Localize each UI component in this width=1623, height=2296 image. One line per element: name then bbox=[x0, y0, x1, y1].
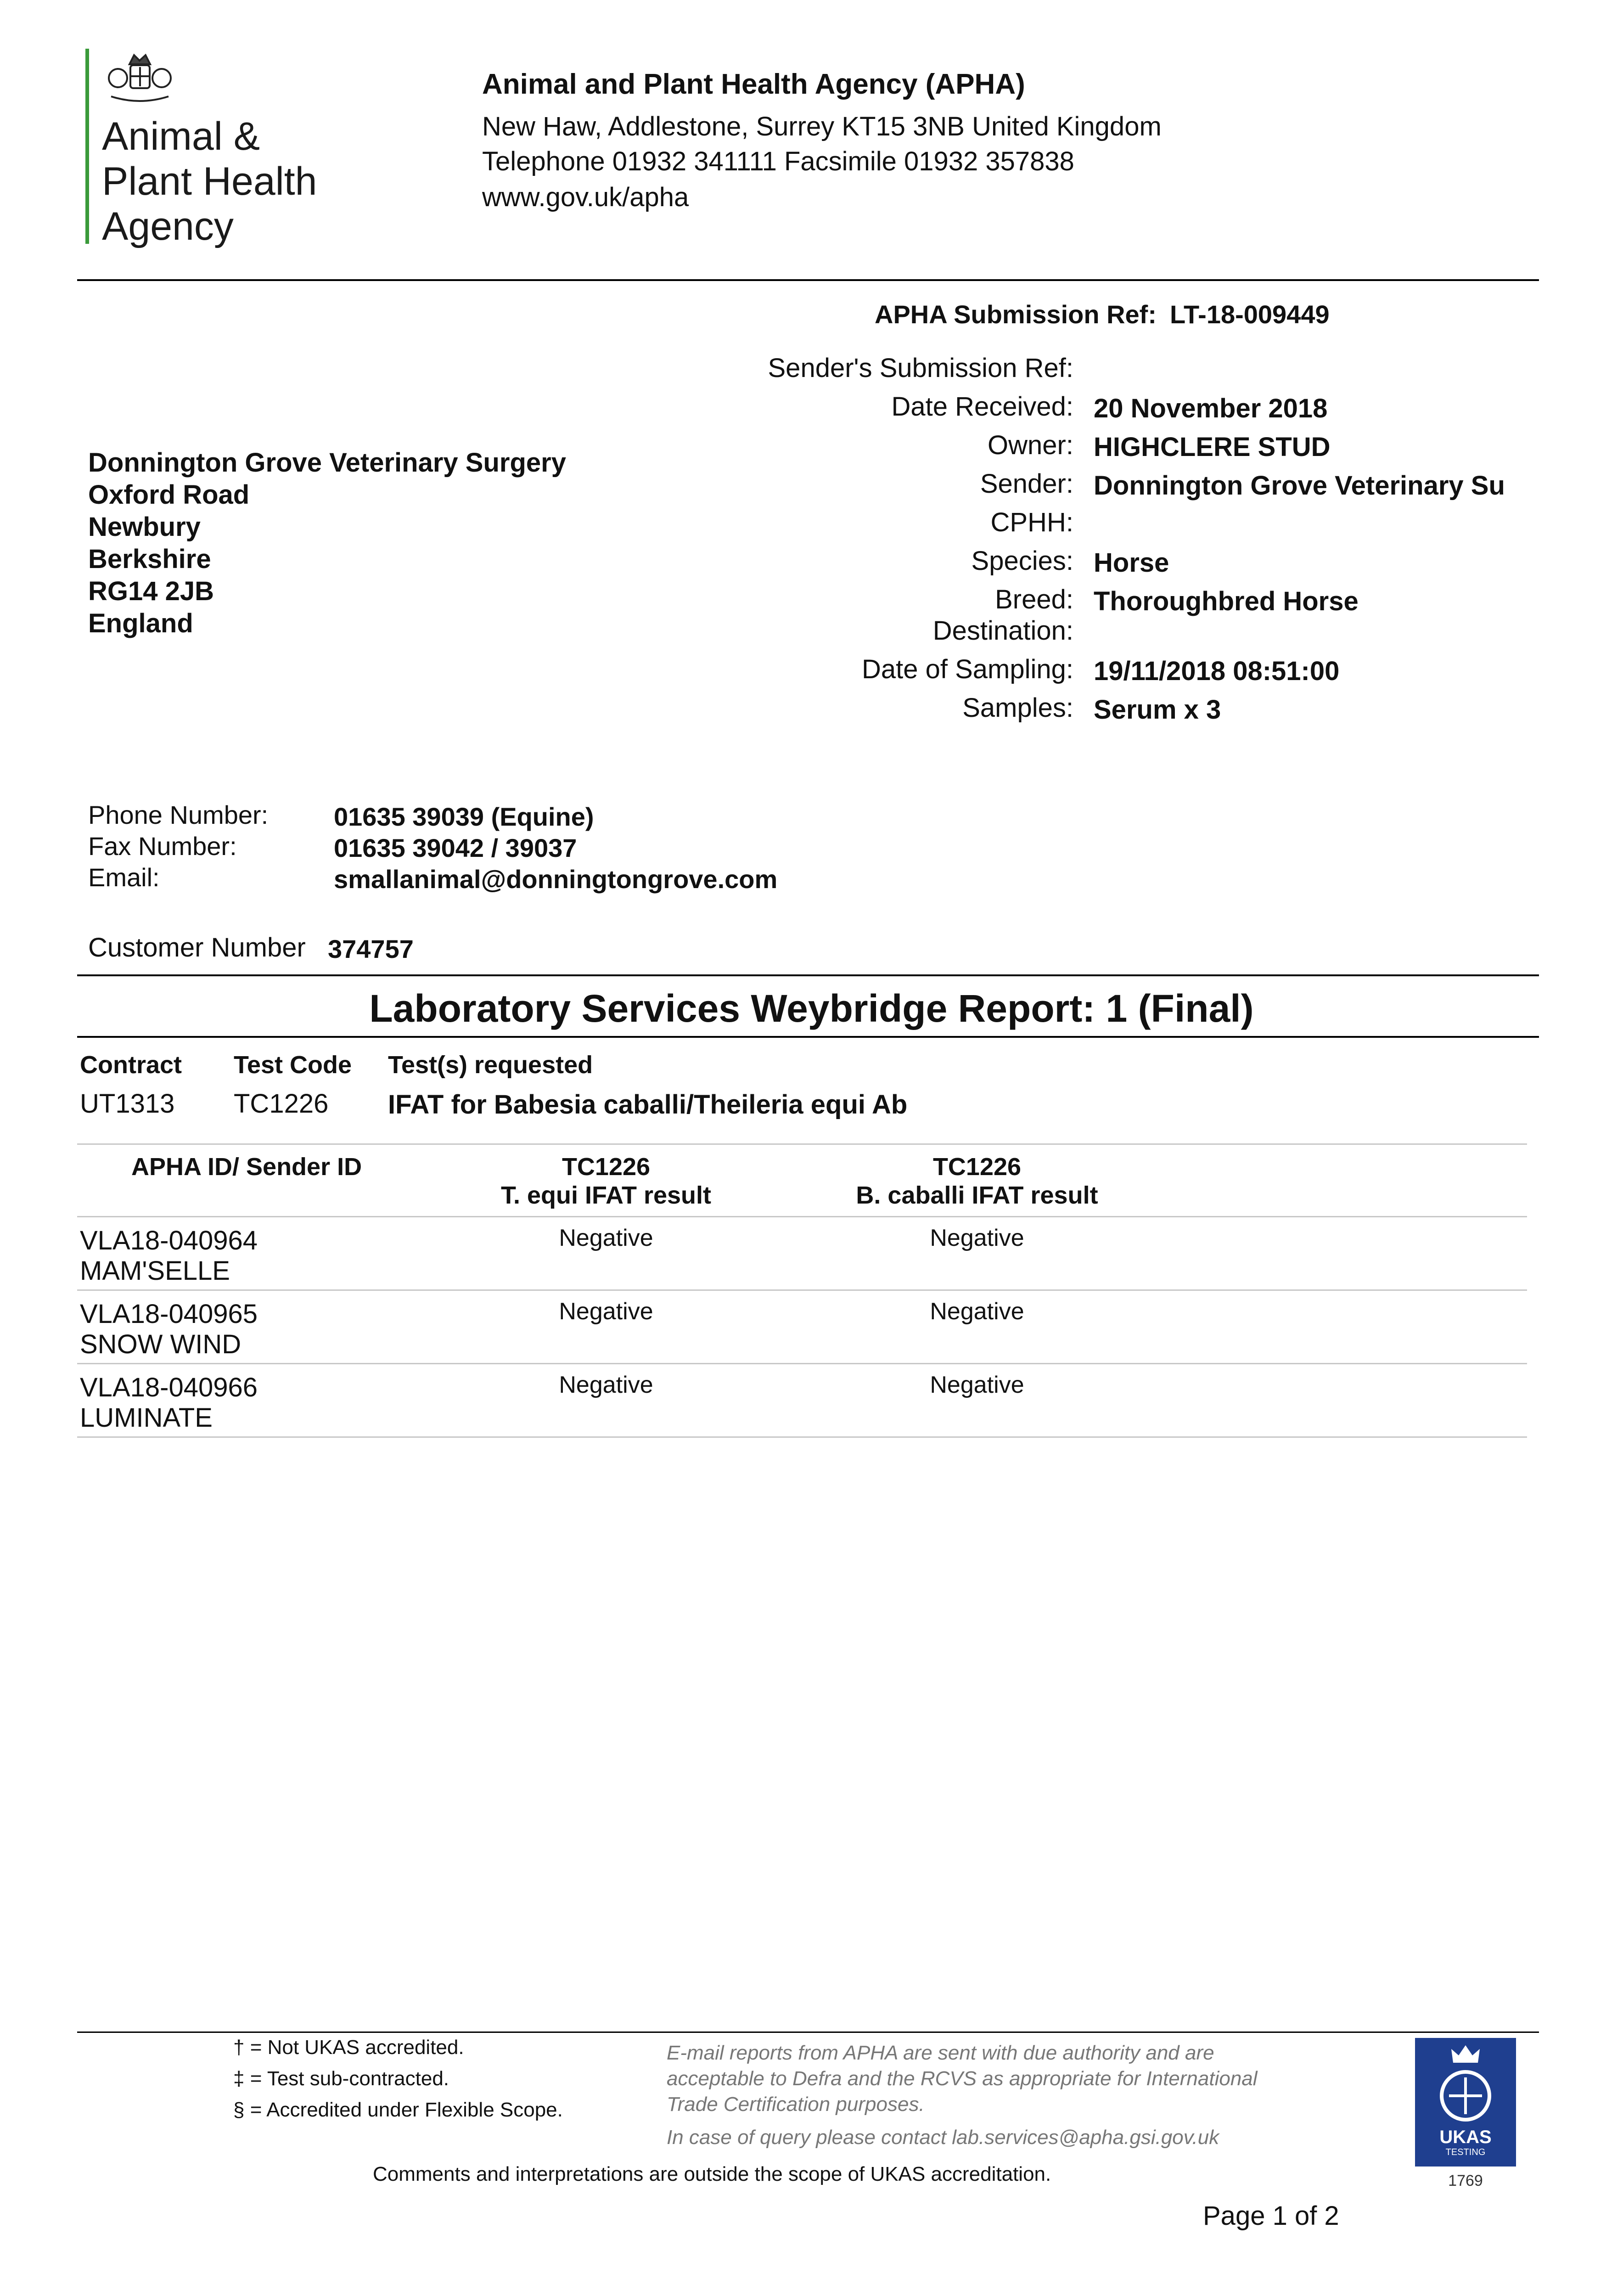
result-row-1-divider bbox=[77, 1289, 1527, 1291]
results-col2-name: B. caballi IFAT result bbox=[856, 1182, 1098, 1209]
result-row-3-divider bbox=[77, 1436, 1527, 1438]
field-label-samples: Samples: bbox=[962, 693, 1073, 723]
field-value-owner: HIGHCLERE STUD bbox=[1094, 432, 1331, 462]
result-row-2-divider bbox=[77, 1363, 1527, 1364]
result-row-2-t-equi: Negative bbox=[559, 1298, 653, 1325]
email-note-line-3: Trade Certification purposes. bbox=[667, 2093, 925, 2116]
legend-sub-contracted: ‡ = Test sub-contracted. bbox=[233, 2067, 449, 2090]
result-row-1-b-caballi: Negative bbox=[930, 1225, 1024, 1251]
report-title-bottom-divider bbox=[77, 1036, 1539, 1038]
field-label-sender: Sender: bbox=[980, 469, 1073, 499]
test-code-value: TC1226 bbox=[234, 1089, 329, 1119]
report-title-top-divider bbox=[77, 974, 1539, 976]
fax-label: Fax Number: bbox=[88, 832, 237, 861]
royal-crest-icon bbox=[102, 46, 178, 106]
result-row-3-b-caballi: Negative bbox=[930, 1372, 1024, 1398]
result-row-3-apha-id: VLA18-040966 bbox=[80, 1373, 258, 1402]
field-label-species: Species: bbox=[971, 546, 1073, 576]
field-value-sender: Donnington Grove Veterinary Su bbox=[1094, 471, 1505, 501]
agency-phone-fax: Telephone 01932 341111 Facsimile 01932 357838 bbox=[482, 146, 1074, 176]
results-col2-code: TC1226 bbox=[932, 1153, 1022, 1181]
email-note-line-2: acceptable to Defra and the RCVS as appropriate for International bbox=[667, 2067, 1258, 2090]
query-note[interactable]: In case of query please contact lab.services@apha.gsi.gov.uk bbox=[667, 2126, 1219, 2149]
sender-address-line-1: Donnington Grove Veterinary Surgery bbox=[88, 448, 566, 478]
result-row-2-b-caballi: Negative bbox=[930, 1298, 1024, 1325]
agency-address: New Haw, Addlestone, Surrey KT15 3NB United Kingdom bbox=[482, 112, 1162, 141]
result-row-2-apha-id: VLA18-040965 bbox=[80, 1299, 258, 1329]
apha-ref-label: APHA Submission Ref: bbox=[875, 300, 1157, 329]
result-row-2-sender-id: SNOW WIND bbox=[80, 1329, 241, 1359]
field-label-sampling-date: Date of Sampling: bbox=[861, 654, 1073, 684]
results-col1-name: T. equi IFAT result bbox=[500, 1182, 712, 1209]
contract-value: UT1313 bbox=[80, 1089, 175, 1119]
ukas-crown-icon bbox=[1449, 2043, 1482, 2065]
header-divider bbox=[77, 279, 1539, 281]
legend-not-ukas: † = Not UKAS accredited. bbox=[233, 2036, 464, 2059]
logo-line-1: Animal & bbox=[102, 114, 260, 158]
contract-header: Contract bbox=[80, 1051, 182, 1079]
email-value[interactable]: smallanimal@donningtongrove.com bbox=[334, 865, 778, 894]
ukas-comments-note: Comments and interpretations are outside the scope of UKAS accreditation. bbox=[373, 2163, 1051, 2185]
result-row-1-sender-id: MAM'SELLE bbox=[80, 1256, 230, 1286]
apha-ref-value: LT-18-009449 bbox=[1170, 300, 1330, 329]
logo-line-3: Agency bbox=[102, 204, 234, 248]
ukas-mark bbox=[1415, 2038, 1516, 2167]
ukas-number: 1769 bbox=[1448, 2172, 1483, 2189]
field-value-samples: Serum x 3 bbox=[1094, 695, 1221, 725]
result-row-3-sender-id: LUMINATE bbox=[80, 1403, 213, 1433]
logo-bar bbox=[85, 49, 89, 244]
customer-number-value: 374757 bbox=[328, 934, 414, 963]
results-col-id-header: APHA ID/ Sender ID bbox=[131, 1153, 362, 1181]
field-value-species: Horse bbox=[1094, 548, 1169, 578]
sender-address-line-5: RG14 2JB bbox=[88, 576, 214, 606]
logo-line-2: Plant Health bbox=[102, 159, 317, 203]
sender-address-line-3: Newbury bbox=[88, 512, 201, 542]
result-row-1-t-equi: Negative bbox=[559, 1225, 653, 1251]
field-label-breed: Breed: bbox=[995, 585, 1073, 614]
test-code-header: Test Code bbox=[234, 1051, 352, 1079]
field-value-date-received: 20 November 2018 bbox=[1094, 394, 1328, 423]
agency-logo-text bbox=[102, 114, 317, 249]
result-row-1-apha-id: VLA18-040964 bbox=[80, 1226, 258, 1255]
fax-value: 01635 39042 / 39037 bbox=[334, 833, 577, 862]
results-col1-code: TC1226 bbox=[562, 1153, 651, 1181]
result-row-3-t-equi: Negative bbox=[559, 1372, 653, 1398]
report-title: Laboratory Services Weybridge Report: 1 (Final) bbox=[369, 987, 1254, 1030]
ukas-tick-circle-icon bbox=[1438, 2068, 1493, 2123]
tests-requested-header: Test(s) requested bbox=[388, 1051, 593, 1079]
customer-number-label: Customer Number bbox=[88, 933, 306, 962]
test-requested-value: IFAT for Babesia caballi/Theileria equi Ab bbox=[388, 1090, 908, 1120]
phone-label: Phone Number: bbox=[88, 800, 269, 829]
field-label-sender-ref: Sender's Submission Ref: bbox=[768, 353, 1073, 383]
page-number: Page 1 of 2 bbox=[1203, 2201, 1339, 2231]
ukas-sub-label: TESTING bbox=[1445, 2147, 1486, 2157]
email-label: Email: bbox=[88, 863, 160, 892]
field-label-owner: Owner: bbox=[988, 430, 1073, 460]
sender-address-line-6: England bbox=[88, 608, 193, 638]
legend-flexible-scope: § = Accredited under Flexible Scope. bbox=[233, 2099, 563, 2121]
field-label-date-received: Date Received: bbox=[891, 392, 1073, 422]
agency-website[interactable]: www.gov.uk/apha bbox=[482, 182, 689, 212]
field-label-cphh: CPHH: bbox=[990, 507, 1073, 537]
agency-name: Animal and Plant Health Agency (APHA) bbox=[482, 68, 1025, 100]
ukas-label: UKAS bbox=[1439, 2127, 1492, 2147]
field-value-breed: Thoroughbred Horse bbox=[1094, 586, 1359, 616]
sender-address-line-2: Oxford Road bbox=[88, 480, 250, 510]
footer-divider bbox=[77, 2032, 1539, 2033]
email-note-line-1: E-mail reports from APHA are sent with due authority and are bbox=[667, 2042, 1214, 2064]
field-value-sampling-date: 19/11/2018 08:51:00 bbox=[1094, 656, 1340, 686]
phone-value: 01635 39039 (Equine) bbox=[334, 802, 594, 831]
sender-address-line-4: Berkshire bbox=[88, 544, 211, 574]
results-top-divider bbox=[77, 1143, 1527, 1145]
field-label-destination: Destination: bbox=[932, 616, 1073, 646]
results-header-divider bbox=[77, 1216, 1527, 1217]
